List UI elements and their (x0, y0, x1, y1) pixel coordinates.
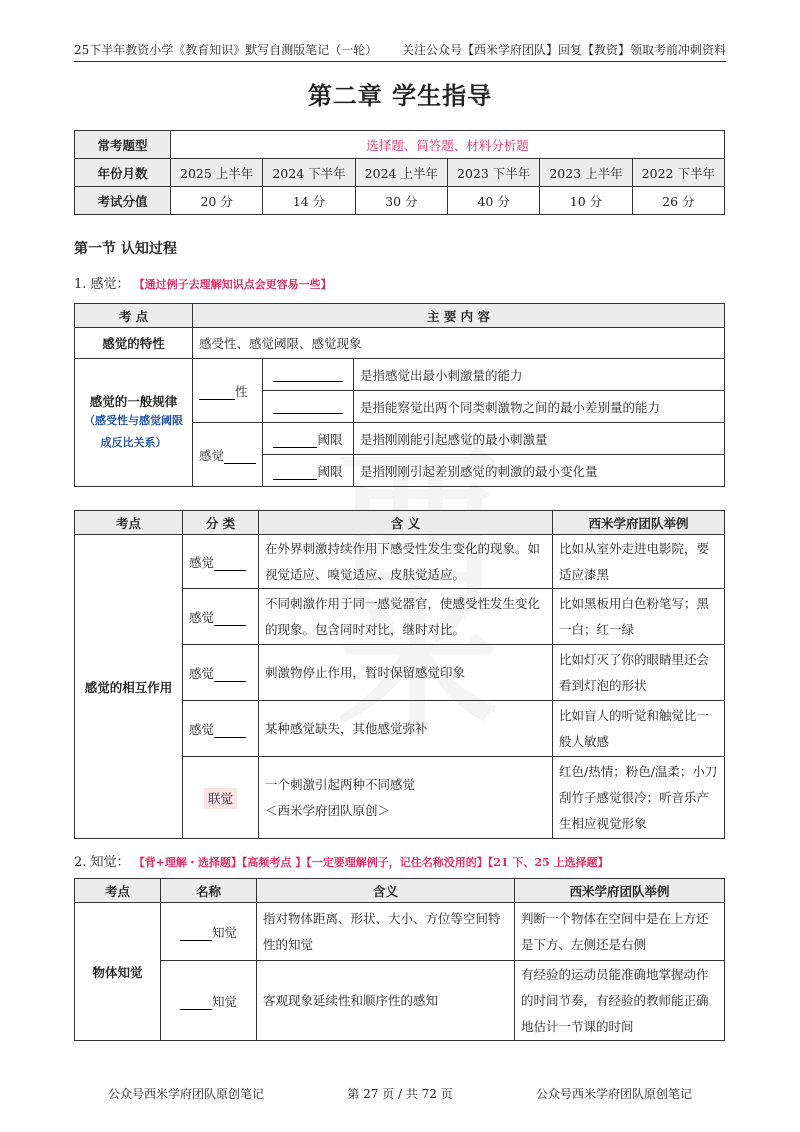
category-cell (183, 535, 259, 589)
col-header: 含义 (257, 879, 515, 903)
category-cell (183, 645, 259, 701)
meaning: 刺激物停止作用，暂时保留感觉印象 (259, 645, 553, 701)
item-label: 1. 感觉： (74, 277, 130, 292)
item-tip: 【21 下、25 上选择题】 (487, 856, 609, 869)
year-cell: 2022 下半年 (632, 159, 724, 187)
item-tip: 【背+理解・选择题】 (133, 856, 242, 869)
category-cell (183, 757, 259, 839)
col-header: 考点 (75, 511, 183, 535)
definition: 是指刚刚引起差别感觉的刺激的最小变化量 (354, 455, 725, 487)
name-cell (161, 961, 257, 1041)
synesthesia-label: 联觉 (204, 788, 237, 809)
fill-blank[interactable] (214, 557, 246, 571)
meaning-text: 一个刺激引起两种不同感觉 (265, 776, 416, 792)
row-label: 物体知觉 (75, 903, 161, 1041)
meaning: 不同刺激作用于同一感觉器官，使感受性发生变化的现象。包含同时对比，继时对比。 (259, 589, 553, 645)
score-cell: 40 分 (447, 187, 539, 215)
example: 比如黑板用白色粉笔写；黑一白；红一绿 (553, 589, 725, 645)
fill-blank[interactable] (199, 386, 235, 400)
col-header: 名称 (161, 879, 257, 903)
score-cell: 20 分 (171, 187, 263, 215)
score-cell: 26 分 (632, 187, 724, 215)
example: 判断一个物体在空间中是在上方还是下方、左侧还是右侧 (515, 903, 725, 961)
name-cell (161, 903, 257, 961)
col-header: 西米学府团队举例 (515, 879, 725, 903)
footer-right: 公众号西米学府团队原创笔记 (535, 1087, 692, 1101)
col-header: 考点 (75, 879, 161, 903)
header-left: 25下半年教资小学《教育知识》默写自测版笔记（一轮） (74, 43, 378, 57)
suffix-text: 知觉 (211, 993, 237, 1009)
section-title: 第一节 认知过程 (74, 241, 177, 257)
blank-cell (263, 391, 354, 423)
meaning: 某种感觉缺失，其他感觉弥补 (259, 701, 553, 757)
fill-blank[interactable] (180, 996, 212, 1010)
row-value: 感受性、感觉阈限、感觉现象 (193, 328, 725, 359)
item-heading (74, 851, 609, 870)
exam-info-table (74, 130, 725, 215)
year-cell: 2023 上半年 (540, 159, 632, 187)
fill-blank[interactable] (273, 466, 317, 480)
example: 比如灯灭了你的眼睛里还会看到灯泡的形状 (553, 645, 725, 701)
suffix-text: 阈限 (317, 431, 343, 447)
item-label: 2. 知觉： (74, 855, 130, 870)
prefix-text: 感觉 (189, 721, 215, 737)
prefix-text: 感觉 (189, 665, 215, 681)
fill-blank[interactable] (214, 724, 246, 738)
item-tip: 【高频考点 】 (241, 856, 307, 869)
row-label: 常考题型 (75, 131, 171, 159)
year-cell: 2024 上半年 (355, 159, 447, 187)
score-cell: 10 分 (540, 187, 632, 215)
fill-blank[interactable] (273, 434, 317, 448)
question-types: 选择题、简答题、材料分析题 (171, 131, 725, 159)
blank-cell (193, 423, 263, 487)
prefix-text: 感觉 (189, 554, 215, 570)
item-heading (74, 273, 332, 292)
row-label: 感觉的特性 (75, 328, 193, 359)
fill-blank[interactable] (273, 368, 343, 382)
blank-cell (263, 455, 354, 487)
page-number: 第 27 页 / 共 72 页 (347, 1087, 453, 1101)
definition: 是指感觉出最小刺激量的能力 (354, 359, 725, 391)
sensation-interaction-table (74, 510, 725, 839)
footer-left: 公众号西米学府团队原创笔记 (108, 1087, 265, 1101)
law-note: （感受性与感觉阈限成反比关系） (84, 413, 183, 449)
year-cell: 2025 上半年 (171, 159, 263, 187)
score-cell: 14 分 (263, 187, 355, 215)
category-cell (183, 589, 259, 645)
blank-cell (193, 359, 263, 423)
meaning: 客观现象延续性和顺序性的感知 (257, 961, 515, 1041)
chapter-title: 第二章 学生指导 (307, 82, 493, 110)
definition: 是指刚刚能引起感觉的最小刺激量 (354, 423, 725, 455)
prefix-text: 感觉 (199, 447, 225, 463)
prefix-text: 感觉 (189, 609, 215, 625)
col-header: 分 类 (183, 511, 259, 535)
year-cell: 2023 下半年 (447, 159, 539, 187)
suffix-text: 知觉 (211, 924, 237, 940)
row-label: 感觉的一般规律 (89, 393, 178, 409)
row-label: 感觉的相互作用 (75, 535, 183, 839)
sensation-law-table (74, 303, 725, 487)
credit-text: ＜西米学府团队原创＞ (265, 802, 391, 818)
meaning: 在外界刺激持续作用下感受性发生变化的现象。如视觉适应、嗅觉适应、皮肤觉适应。 (259, 535, 553, 589)
year-cell: 2024 下半年 (263, 159, 355, 187)
score-cell: 30 分 (355, 187, 447, 215)
suffix-text: 阈限 (317, 463, 343, 479)
example: 有经验的运动员能准确地掌握动作的时间节奏，有经验的教师能正确地估计一节课的时间 (515, 961, 725, 1041)
header-right: 关注公众号【西米学府团队】回复【教资】领取考前冲刺资料 (401, 43, 726, 57)
row-label: 考试分值 (75, 187, 171, 215)
fill-blank[interactable] (214, 668, 246, 682)
col-header: 含 义 (259, 511, 553, 535)
example: 红色/热情；粉色/温柔；小刀刮竹子感觉很冷；听音乐产生相应视觉形象 (553, 757, 725, 839)
suffix-text: 性 (235, 383, 248, 399)
meaning (259, 757, 553, 839)
item-tip: 【一定要理解例子，记住名称没用的】 (306, 856, 488, 869)
perception-table (74, 878, 725, 1041)
blank-cell (263, 423, 354, 455)
law-cell (75, 359, 193, 487)
item-tip: 【通过例子去理解知识点会更容易一些】 (133, 278, 332, 291)
fill-blank[interactable] (224, 450, 256, 464)
col-header: 西米学府团队举例 (553, 511, 725, 535)
fill-blank[interactable] (214, 612, 246, 626)
page-header (74, 38, 726, 62)
category-cell (183, 701, 259, 757)
row-label: 年份月数 (75, 159, 171, 187)
blank-cell (263, 359, 354, 391)
fill-blank[interactable] (180, 927, 212, 941)
col-header: 考 点 (75, 304, 193, 328)
example: 比如盲人的听觉和触觉比一般人敏感 (553, 701, 725, 757)
meaning: 指对物体距离、形状、大小、方位等空间特性的知觉 (257, 903, 515, 961)
example: 比如从室外走进电影院，要适应漆黑 (553, 535, 725, 589)
col-header: 主 要 内 容 (193, 304, 725, 328)
fill-blank[interactable] (273, 400, 343, 414)
definition: 是指能察觉出两个同类刺激物之间的最小差别量的能力 (354, 391, 725, 423)
